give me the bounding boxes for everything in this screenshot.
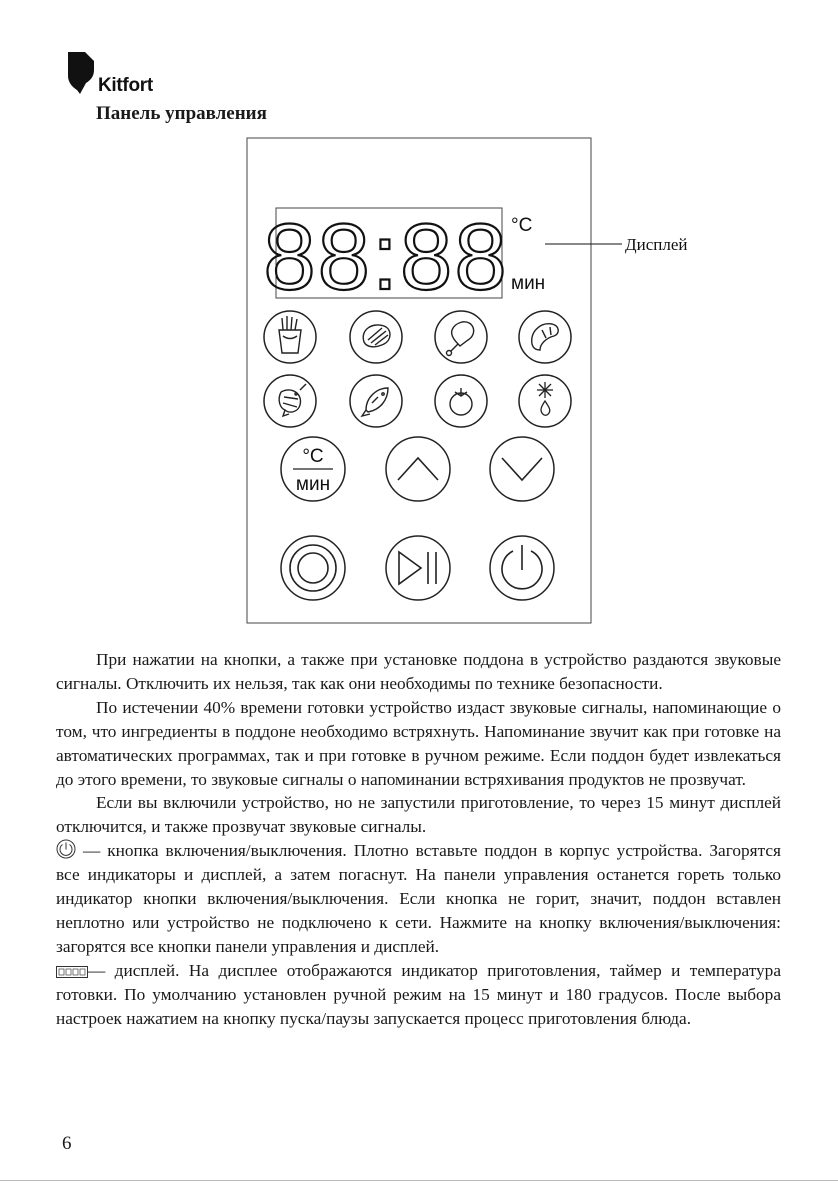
power-button[interactable] <box>490 536 554 600</box>
display-callout: Дисплей <box>625 235 688 254</box>
chevron-up-icon <box>398 458 438 480</box>
paragraph-auto-off: Если вы включили устройство, но не запустили приготовление, то через 15 минут дисплей отключится, и также прозвучат звуковые сигналы. <box>56 793 781 837</box>
section-title: Панель управления <box>96 103 267 124</box>
tomato-button[interactable] <box>435 375 487 427</box>
page-number: 6 <box>62 1133 72 1154</box>
power-button-description: — кнопка включения/выключения. Плотно вставьте поддон в корпус устройства. Загорятся все индикаторы и дисплей, а затем погаснут. На панели управления останется гореть только индикатор кнопки включения/выключения. Если кнопка не горит, значит, поддон вставлен неплотно или устройство не подключено к сети. Нажмите на кнопку включения/выключения: загорятся все кнопки панели управления и дисплей. <box>56 841 781 956</box>
decrease-button[interactable] <box>490 437 554 501</box>
tomato-icon <box>450 388 472 415</box>
shrimp-button[interactable] <box>264 375 316 427</box>
toggle-label-minutes: мин <box>295 474 331 495</box>
display-digits: 88:88 <box>263 204 509 309</box>
fish-button[interactable] <box>350 375 402 427</box>
croissant-icon <box>532 324 559 350</box>
chicken-leg-button[interactable] <box>435 311 487 363</box>
display <box>263 204 545 309</box>
defrost-button[interactable] <box>519 375 571 427</box>
play-pause-button[interactable] <box>386 536 450 600</box>
defrost-icon <box>537 382 553 415</box>
paragraph-power-button <box>56 839 781 959</box>
fish-icon <box>362 388 388 416</box>
bottom-rule <box>0 1180 838 1181</box>
paragraph-shake-reminder: По истечении 40% времени готовки устройство издаст звуковые сигналы, напоминающие о том, что ингредиенты в поддоне необходимо встряхнуть. Напоминание звучит как при готовке на автоматических программах, так и при готовке в ручном режиме. Если поддон будет извлекаться до этого времени, то звуковые сигналы о напоминании встряхивания продуктов не прозвучат. <box>56 697 781 789</box>
unit-minutes: мин <box>511 273 546 294</box>
body-text <box>56 648 781 1031</box>
steak-button[interactable] <box>350 311 402 363</box>
chevron-down-icon <box>502 458 542 480</box>
croissant-button[interactable] <box>519 311 571 363</box>
logo-text: Kitfort <box>98 75 153 96</box>
display-inline-icon <box>56 965 88 979</box>
shrimp-icon <box>279 384 306 416</box>
display-description: — дисплей. На дисплее отображаются индикатор приготовления, таймер и температура готовки. По умолчанию установлен ручной режим на 15 минут и 180 градусов. После выбора настроек нажатием на кнопку пуска/паузы запускается процесс приготовления блюда. <box>56 960 781 1028</box>
paragraph-sound-signals: При нажатии на кнопки, а также при установке поддона в устройство раздаются звуковые сигналы. Отключить их нельзя, так как они необходимы по технике безопасности. <box>56 650 781 693</box>
power-inline-icon <box>56 839 76 859</box>
steak-icon <box>363 325 390 347</box>
power-icon <box>502 545 542 589</box>
unit-celsius: °C <box>511 215 533 236</box>
paragraph-display <box>56 959 781 1031</box>
temp-time-toggle-button[interactable] <box>281 437 345 501</box>
fries-icon <box>279 316 301 353</box>
fries-button[interactable] <box>264 311 316 363</box>
stop-icon <box>290 545 336 591</box>
stop-button[interactable] <box>281 536 345 600</box>
increase-button[interactable] <box>386 437 450 501</box>
play-pause-icon <box>399 552 436 584</box>
chicken-leg-icon <box>447 322 474 356</box>
toggle-label-celsius: °C <box>302 446 324 467</box>
